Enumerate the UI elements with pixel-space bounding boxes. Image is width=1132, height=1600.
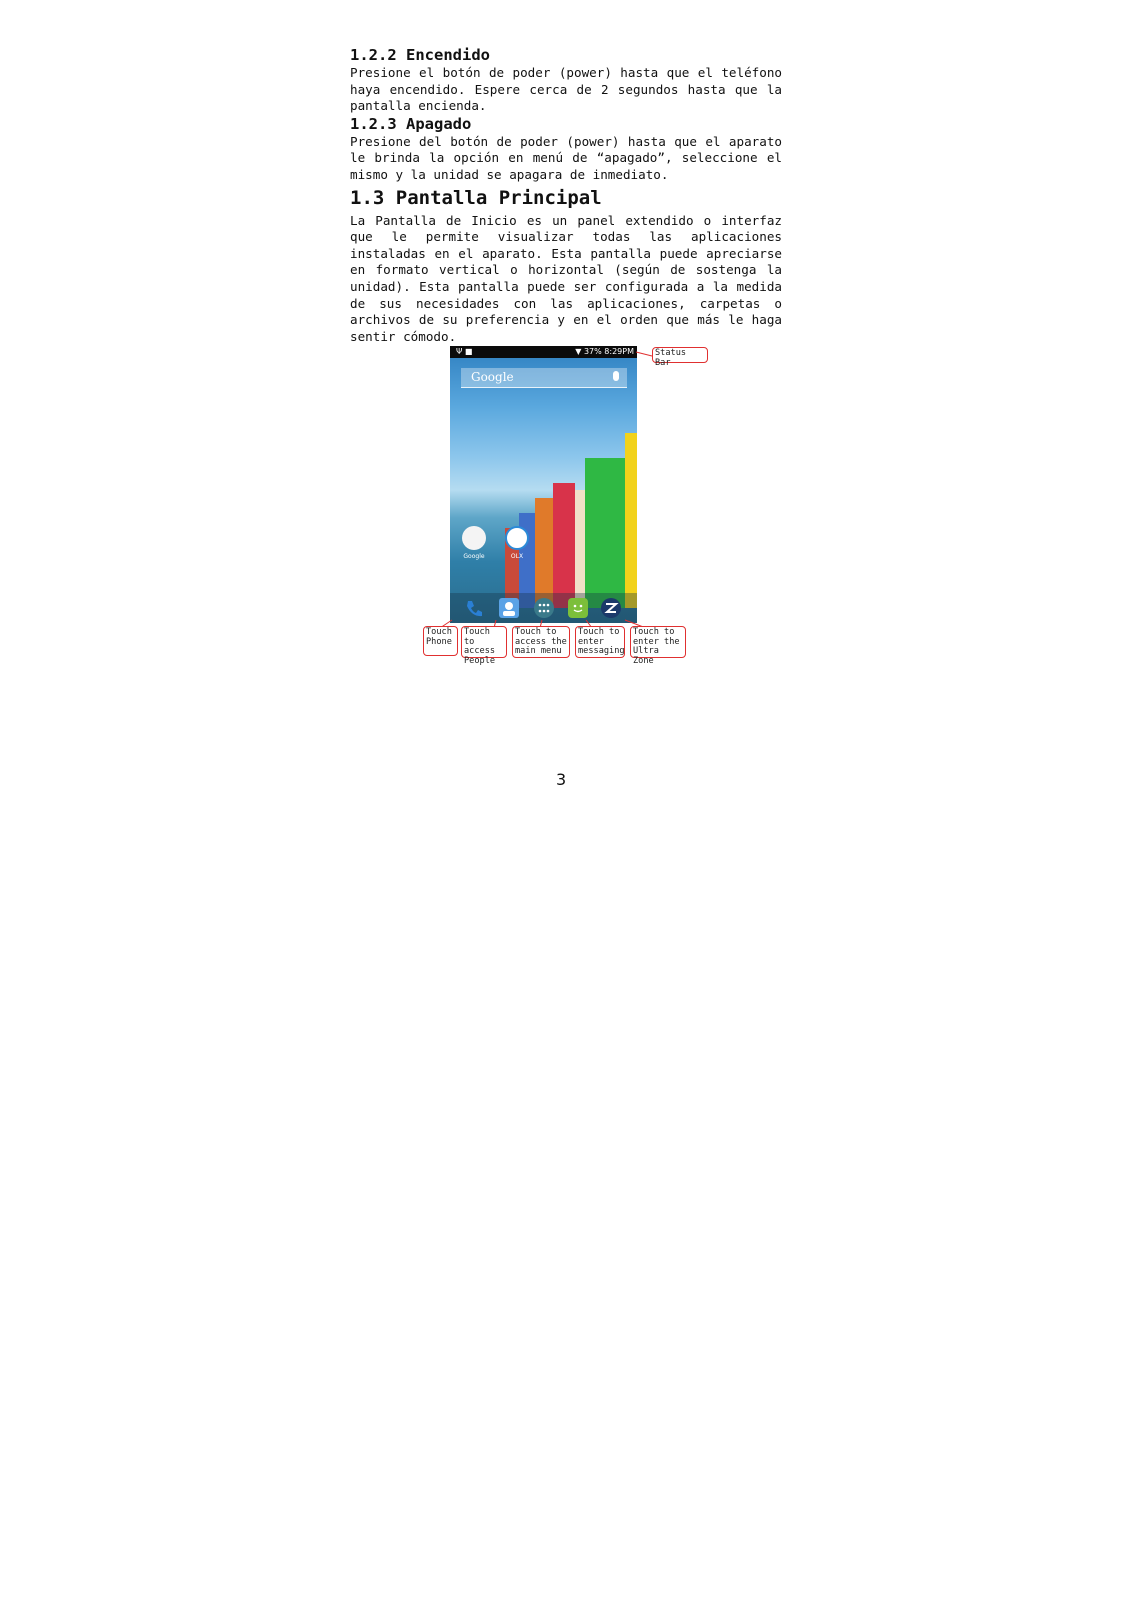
paragraph-pantalla-principal: La Pantalla de Inicio es un panel extendido o interfaz que le permite visualizar todas las aplicaciones instaladas en el aparato. Esta pantalla puede apreciarse en formato vertical o horizontal (según de sostenga la unidad). Esta pantalla puede ser configurada a la medida de sus necesidades con las aplicaciones, carpetas o archivos de su preferencia y en el orden que más le haga sentir cómodo. — [350, 212, 782, 344]
callout-ultra-zone: Touch to enter the Ultra Zone — [630, 626, 686, 658]
usb-icon: Ψ ■ — [456, 347, 473, 356]
callout-messaging: Touch to enter messaging — [575, 626, 625, 658]
heading-apagado: 1.2.3 Apagado — [350, 114, 472, 133]
olx-app-label: OLX — [510, 553, 524, 560]
google-logo: Google — [471, 370, 514, 384]
callout-people: Touch to access People — [461, 626, 507, 658]
callout-leader-lines — [0, 0, 1132, 700]
callout-main-menu: Touch to access the main menu — [512, 626, 570, 658]
wifi-icon: ▼ — [575, 347, 582, 356]
paragraph-apagado: Presione del botón de poder (power) hasta que el aparato le brinda la opción en menú de “apagado”, seleccione el mismo y la unidad se apagara de inmediato. — [350, 133, 782, 182]
heading-pantalla-principal: 1.3 Pantalla Principal — [350, 186, 602, 209]
google-app-label: Google — [463, 553, 485, 560]
battery-level: 37% — [583, 347, 602, 356]
page-number: 3 — [556, 770, 567, 789]
heading-encendido: 1.2.2 Encendido — [350, 46, 490, 64]
callout-status-bar: Status Bar — [652, 347, 708, 363]
status-time: 8:29PM — [604, 347, 634, 356]
callout-phone: Touch Phone — [423, 626, 458, 656]
paragraph-encendido: Presione el botón de poder (power) hasta que el teléfono haya encendido. Espere cerca de 2 segundos hasta que la pantalla encienda. — [350, 65, 782, 114]
